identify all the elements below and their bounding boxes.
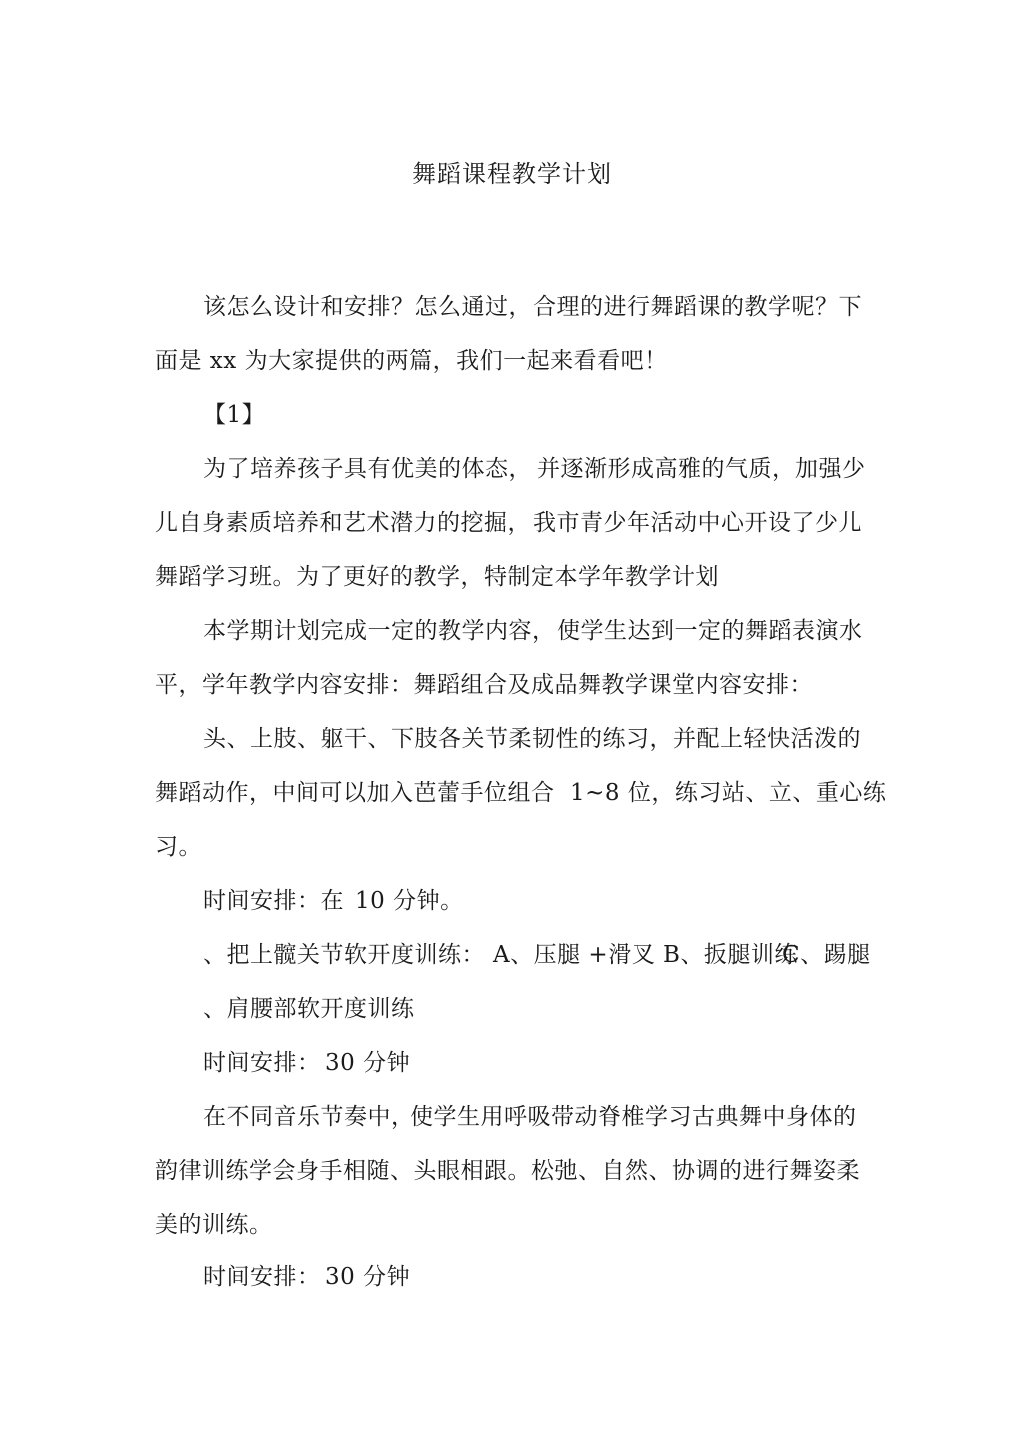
text-span: 10 分钟。 xyxy=(355,888,464,914)
paragraph-line xyxy=(155,1154,860,1188)
text-span: 30 分钟 xyxy=(325,1264,411,1290)
text-span: 1~8 位，练习站、立、重心练 xyxy=(570,780,887,806)
text-span: 并逐渐形成高雅的气质， xyxy=(537,456,796,482)
text-span: 头、上肢、躯干、下肢各关节柔韧性的练习，并配上轻快活泼的 xyxy=(203,726,861,752)
text-span: 平，学年教学内容安排：舞蹈组合及成品舞教学课堂内容安排： xyxy=(155,672,813,698)
text-span: 本学期计划完成一定的教学内容， xyxy=(203,618,556,644)
paragraph-line xyxy=(203,614,556,648)
paragraph-line xyxy=(203,992,415,1026)
paragraph-line xyxy=(493,938,798,972)
text-span: 美的训练。 xyxy=(155,1212,273,1238)
section-marker xyxy=(203,398,265,432)
paragraph-line xyxy=(795,452,866,486)
paragraph-line xyxy=(203,1046,321,1080)
text-span: C、踢腿 xyxy=(782,942,871,968)
paragraph-line xyxy=(155,668,813,702)
text-span: 舞蹈动作，中间可以加入芭蕾手位组合 xyxy=(155,780,555,806)
paragraph-line xyxy=(155,560,719,594)
paragraph-line xyxy=(203,1100,415,1134)
document-title: 舞蹈课程教学计划 xyxy=(412,160,612,188)
paragraph-line xyxy=(410,1100,857,1134)
paragraph-line xyxy=(325,1046,410,1080)
paragraph-line xyxy=(537,452,796,486)
text-span: 在不同音乐节奏中， xyxy=(203,1104,415,1130)
text-span: 合理的进行舞蹈课的教学呢？下 xyxy=(533,294,862,320)
text-span: 使学生达到一定的舞蹈表演水 xyxy=(557,618,863,644)
text-span: 、把上髋关节软开度训练： xyxy=(203,942,485,968)
paragraph-line xyxy=(533,290,862,324)
text-span: 30 分钟 xyxy=(325,1050,411,1076)
text-span: 时间安排： xyxy=(203,1264,321,1290)
text-span: 加强少 xyxy=(795,456,866,482)
text-span: 时间安排： xyxy=(203,1050,321,1076)
paragraph-line xyxy=(355,884,464,918)
paragraph-line xyxy=(155,344,668,378)
paragraph-line xyxy=(203,722,861,756)
paragraph-line xyxy=(155,776,555,810)
text-span: 为了培养孩子具有优美的体态， xyxy=(203,456,532,482)
paragraph-line xyxy=(155,506,531,540)
paragraph-line xyxy=(557,614,863,648)
text-span: 我市青少年活动中心开设了少儿 xyxy=(533,510,862,536)
text-span: 【1】 xyxy=(203,402,266,428)
text-span: 该怎么设计和安排？怎么通过， xyxy=(203,294,532,320)
text-span: A、压腿 +滑叉 B、扳腿训练 xyxy=(493,942,798,968)
paragraph-line xyxy=(203,884,344,918)
text-span: 、肩腰部软开度训练 xyxy=(203,996,415,1022)
text-span: 韵律训练学会身手相随、头眼相跟。松弛、自然、协调的进行舞姿柔 xyxy=(155,1158,860,1184)
text-span: 舞蹈学习班。为了更好的教学，特制定本学年教学计划 xyxy=(155,564,719,590)
text-span: 习。 xyxy=(155,834,202,860)
paragraph-line xyxy=(155,830,202,864)
paragraph-line xyxy=(203,290,532,324)
text-span: 时间安排：在 xyxy=(203,888,344,914)
paragraph-line xyxy=(782,938,871,972)
text-span: 使学生用呼吸带动脊椎学习古典舞中身体的 xyxy=(410,1104,857,1130)
paragraph-line xyxy=(570,776,886,810)
paragraph-line xyxy=(155,1208,273,1242)
paragraph-line xyxy=(203,1260,321,1294)
text-span: 儿自身素质培养和艺术潜力的挖掘， xyxy=(155,510,531,536)
paragraph-line xyxy=(533,506,862,540)
text-span: 面是 xx 为大家提供的两篇，我们一起来看看吧！ xyxy=(155,348,668,374)
paragraph-line xyxy=(325,1260,410,1294)
paragraph-line xyxy=(203,452,532,486)
paragraph-line xyxy=(203,938,485,972)
